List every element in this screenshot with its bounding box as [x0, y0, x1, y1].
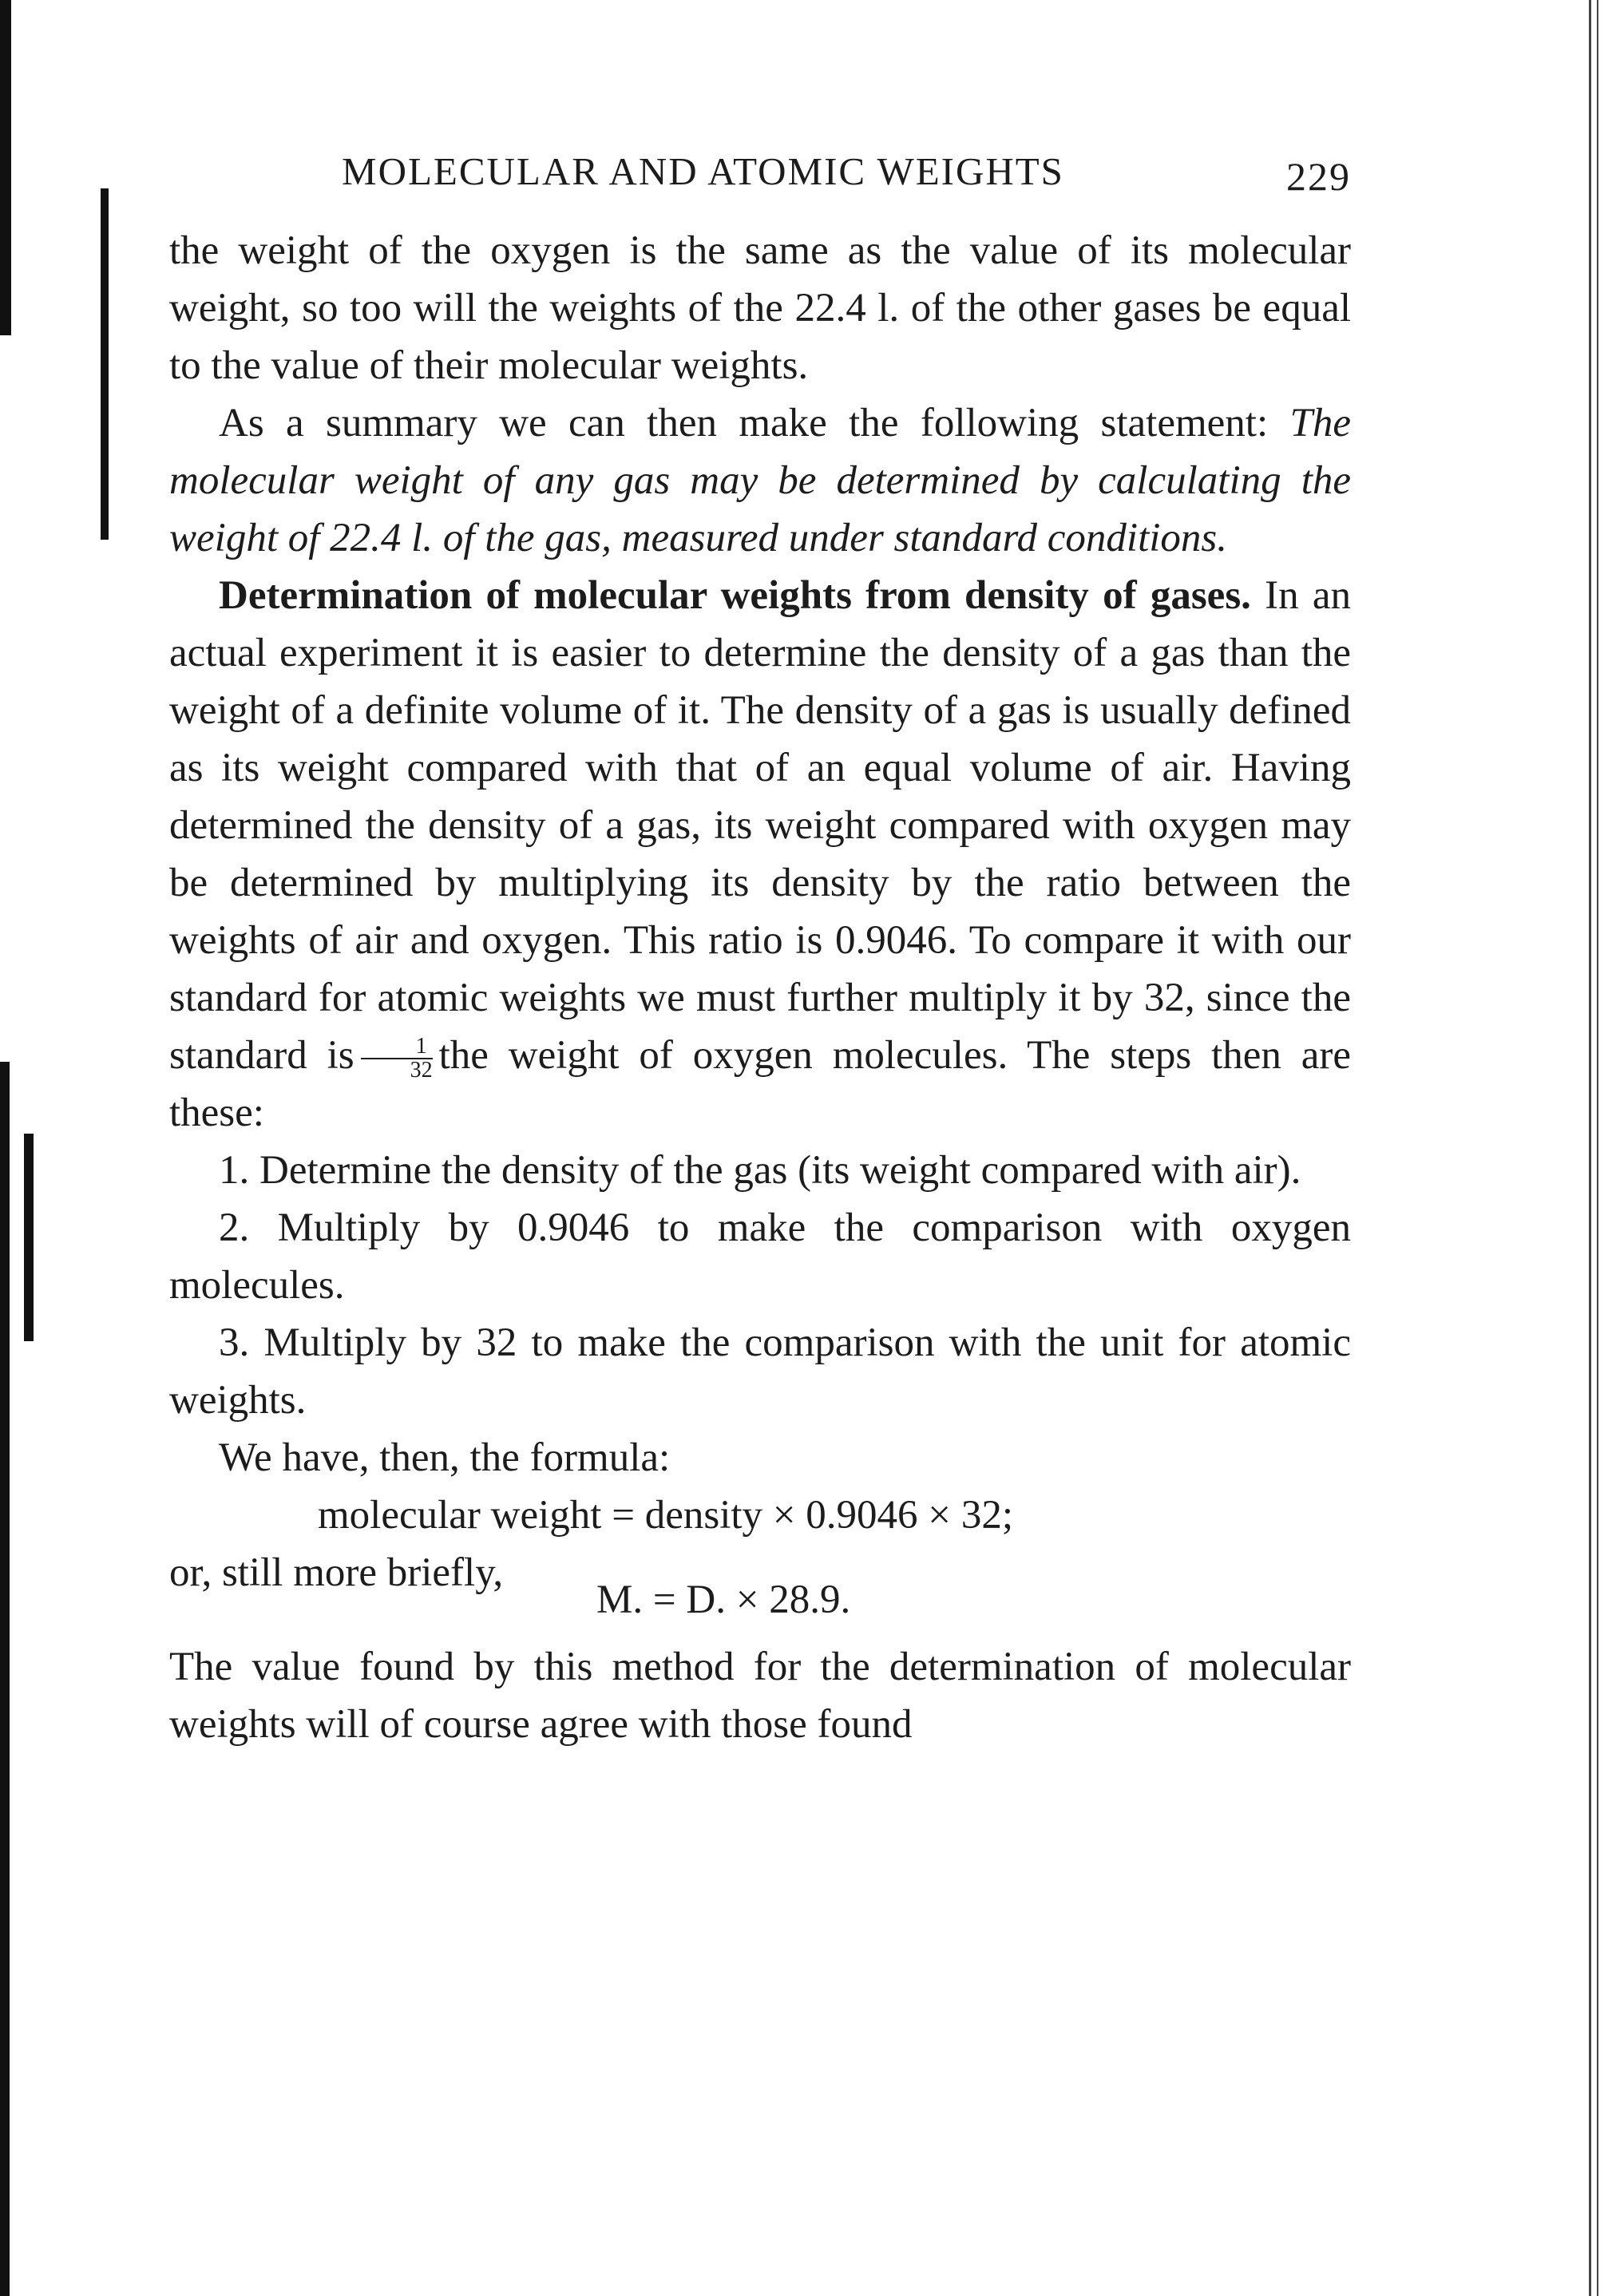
- density-section: [169, 567, 1351, 1142]
- summary-lead: As a summary we can then make the following statement:: [219, 401, 1290, 445]
- scan-edge-mark-top: [0, 0, 11, 335]
- density-text-b: the weight of oxygen molecules. The steps then are these:: [169, 1033, 1351, 1135]
- binding-mark-lower: [24, 1134, 34, 1341]
- fraction-one-thirty-second: [361, 1035, 433, 1082]
- binding-mark-upper: [101, 188, 109, 540]
- paragraph-continuation: the weight of the oxygen is the same as the value of its molecular weight, so too will the weights of the 22.4 l. of the other gases be equal to the value of their molecular weights.: [169, 228, 1351, 388]
- fraction-numerator: 1: [361, 1035, 433, 1059]
- spacer: [169, 1630, 1351, 1638]
- step-3: 3. Multiply by 32 to make the comparison with the unit for atomic weights.: [169, 1320, 1351, 1423]
- density-text-a: In an actual experiment it is easier to determine the density of a gas than the weight of a definite volume of it. The density of a gas is usually defined as its weight compared with that of an equal volume of air. Having determined the density of a gas, its weight compared with oxygen may be determined by multiplying its density by the ratio between the weights of air and oxygen. This ratio is 0.9046. To compare it with our standard for atomic weights we must further multiply it by 32, since the standard is: [169, 573, 1351, 1078]
- brief-text: or, still more briefly,: [169, 1550, 504, 1595]
- section-heading: Determination of molecular weights from density of gases.: [219, 573, 1251, 618]
- formula-intro: We have, then, the formula:: [219, 1435, 671, 1480]
- running-head: [169, 148, 1351, 204]
- right-edge-rule-2: [1597, 0, 1598, 2296]
- summary-statement: The molecular weight of any gas may be determined by calculating the weight of 22.4 l. of the gas, measured under standard conditions.: [169, 401, 1351, 560]
- fraction-denominator: 32: [410, 1058, 433, 1083]
- page-number: 229: [1286, 154, 1351, 199]
- brief-formula: M. = D. × 28.9.: [596, 1578, 851, 1622]
- brief-formula-line: [169, 1544, 1351, 1630]
- summary-paragraph: [169, 394, 1351, 567]
- step-1: 1. Determine the density of the gas (its weight compared with air).: [219, 1148, 1301, 1193]
- step-2: 2. Multiply by 0.9046 to make the comparison with oxygen molecules.: [169, 1205, 1351, 1308]
- formula-full: molecular weight = density × 0.9046 × 32;: [318, 1493, 1013, 1538]
- body-text: [169, 222, 1351, 1753]
- closing-paragraph: The value found by this method for the determination of molecular weights will of course agree with those found: [169, 1645, 1351, 1747]
- scan-edge-mark-bottom: [0, 1062, 10, 2296]
- running-head-title: MOLECULAR AND ATOMIC WEIGHTS: [342, 149, 1064, 193]
- page-content: [169, 148, 1351, 1753]
- right-edge-rule: [1589, 0, 1591, 2296]
